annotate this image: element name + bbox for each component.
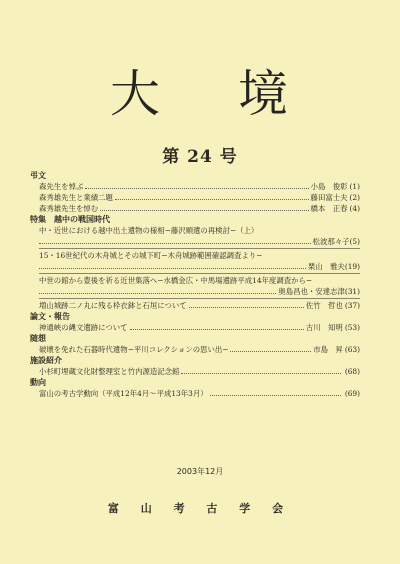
entry-title: 中・近世における越中出土遺物の様相−藤沢順遺の再検討−（上） — [39, 226, 259, 235]
entry-page: (4) — [349, 204, 360, 213]
entry-title: 森先生を悼ぶ — [39, 182, 84, 191]
title-char-2: 境 — [238, 65, 290, 123]
toc-entry[interactable] — [30, 250, 360, 261]
section-heading: 随想 — [30, 334, 46, 343]
leader-dots — [230, 344, 311, 352]
toc-entry[interactable] — [30, 366, 360, 377]
entry-title: 破壊を免れた石器時代遺物−平川コレクションの思い出− — [39, 345, 229, 354]
entry-author: 古川 知明 — [305, 323, 343, 332]
toc-entry-continuation — [30, 261, 360, 272]
divider — [39, 298, 360, 299]
entry-author: 小島 俊彰 — [310, 182, 348, 191]
toc-entry[interactable] — [30, 203, 360, 214]
leader-dots — [189, 300, 304, 308]
toc-entry-continuation — [30, 286, 360, 297]
entry-page: (5) — [349, 237, 360, 246]
entry-author: 奥島昌也・安達志津 — [278, 287, 345, 296]
leader-dots — [85, 181, 308, 189]
entry-title: 増山城跡二ノ丸に残る枠衣鉢と石垣について — [39, 301, 187, 310]
entry-page: (63) — [344, 345, 360, 354]
toc-entry[interactable] — [30, 225, 360, 236]
section-heading: 論文・報告 — [30, 312, 70, 321]
entry-page: (37) — [344, 301, 360, 310]
entry-page: (19) — [344, 262, 360, 271]
divider — [39, 248, 360, 249]
table-of-contents — [30, 170, 360, 399]
entry-author: 松波那々子 — [312, 237, 350, 246]
leader-dots — [115, 192, 309, 200]
entry-page: (31) — [344, 287, 360, 296]
toc-entry[interactable] — [30, 275, 360, 286]
entry-page: (69) — [344, 389, 360, 398]
entry-page: (1) — [349, 182, 360, 191]
entry-title: 15・16世紀代の木舟城とその城下町−木舟城跡範囲確認調査より− — [39, 251, 263, 260]
entry-title: 森秀雄先生と業績二題 — [39, 193, 113, 202]
entry-title: 神通峡の縄文遺跡について — [39, 323, 128, 332]
title-char-1: 大 — [110, 65, 162, 123]
issue-number: 第 24 号 — [162, 147, 238, 167]
entry-title: 中世の館から豊後を祈る近世集落へ−水橋金広・中馬場遺跡平成14年度調査から− — [39, 276, 313, 285]
toc-entry[interactable] — [30, 300, 360, 311]
entry-author: 藤田富士夫 — [310, 193, 348, 202]
leader-dots — [39, 261, 306, 269]
leader-dots — [130, 322, 304, 330]
leader-dots — [39, 286, 276, 294]
entry-title: 森秀雄先生を悼む — [39, 204, 99, 213]
section-heading: 特集 越中の戦国時代 — [30, 215, 110, 224]
entry-author: 栗山 雅夫 — [307, 262, 345, 271]
entry-page: (53) — [344, 323, 360, 332]
toc-entry[interactable] — [30, 344, 360, 355]
publisher-name: 富 山 考 古 学 会 — [107, 502, 293, 515]
leader-dots — [100, 203, 308, 211]
toc-entry[interactable] — [30, 192, 360, 203]
toc-entry-continuation — [30, 236, 360, 247]
leader-dots — [39, 236, 311, 244]
toc-entry[interactable] — [30, 388, 360, 399]
toc-entry[interactable] — [30, 181, 360, 192]
entry-title: 小杉町埋蔵文化財整理室と竹内源造記念館 — [39, 367, 180, 376]
entry-page: (2) — [349, 193, 360, 202]
divider — [39, 273, 360, 274]
publication-date: 2003年12月 — [176, 467, 224, 476]
toc-entry[interactable] — [30, 322, 360, 333]
journal-title — [110, 66, 290, 122]
leader-dots — [210, 388, 341, 396]
entry-author: 橋本 正春 — [310, 204, 348, 213]
section-heading: 動向 — [30, 378, 46, 387]
entry-title: 富山の考古学動向（平成12年4月〜平成13年3月） — [39, 389, 208, 398]
entry-author: 佐竹 哲也 — [305, 301, 343, 310]
entry-author: 市島 昇 — [313, 345, 343, 354]
section-heading: 施設紹介 — [30, 356, 62, 365]
leader-dots — [181, 366, 340, 374]
section-heading: 弔文 — [30, 171, 46, 180]
entry-page: (68) — [344, 367, 360, 376]
